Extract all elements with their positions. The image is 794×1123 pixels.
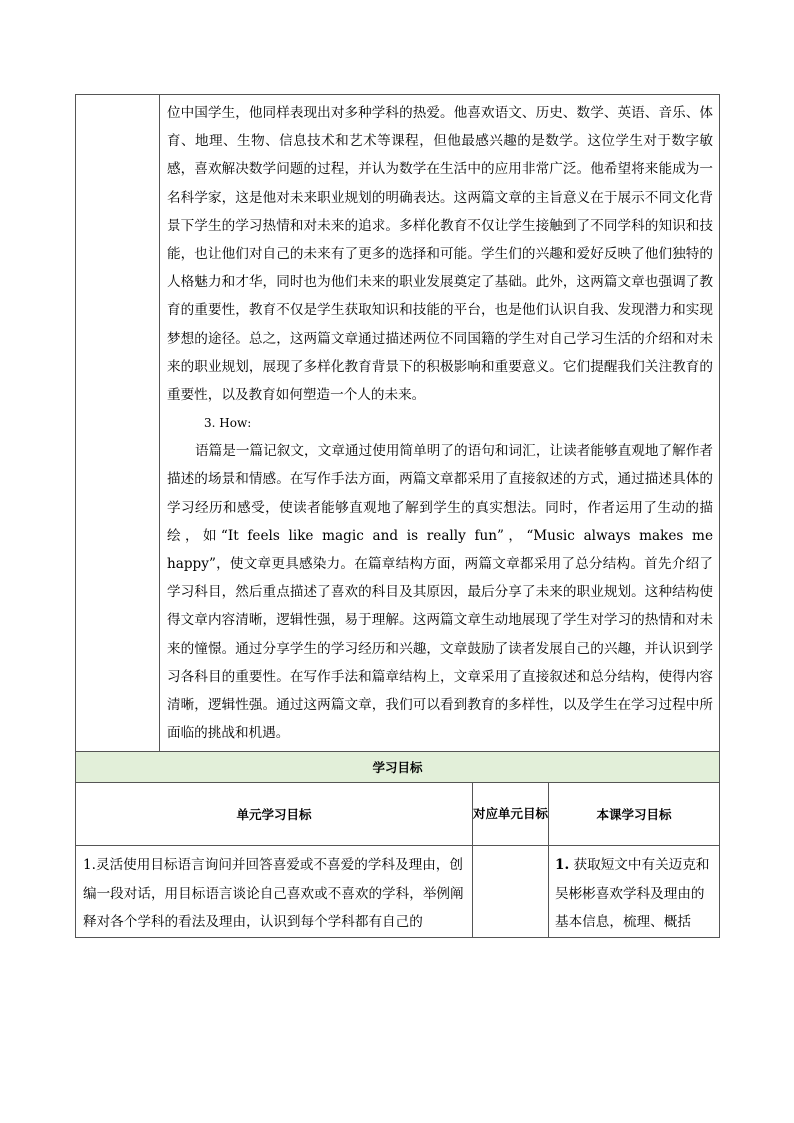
how-paragraph: 语篇是一篇记叙文，文章通过使用简单明了的语句和词汇，让读者能够直观地了解作者描述的场景和情感。在写作手法方面，两篇文章都采用了直接叙述的方式，通过描述具体的学习经历和感受，使读者能够直观地了解到学生的真实想法。同时，作者运用了生动的描绘，如“It feels like magic and is really fun”，“Music always makes me happy”，使文章更具感染力。在篇章结构方面，两篇文章都采用了总分结构。首先介绍了学习科目，然后重点描述了喜欢的科目及其原因，最后分享了未来的职业规划。这种结构使得文章内容清晰，逻辑性强，易于理解。这两篇文章生动地展现了学生对学习的热情和对未来的憧憬。通过分享学生的学习经历和兴趣，文章鼓励了读者发展自己的兴趣，并认识到学习各科目的重要性。在写作手法和篇章结构上，文章采用了直接叙述和总分结构，使得内容清晰，逻辑性强。通过这两篇文章，我们可以看到教育的多样性，以及学生在学习过程中所面临的挑战和机遇。: [167, 443, 713, 742]
lesson-goal-1: [549, 846, 720, 938]
how-heading: 3. How:: [204, 416, 252, 431]
analysis-text-cell: [160, 95, 720, 752]
why-continuation-paragraph: 位中国学生，他同样表现出对多种学科的热爱。他喜欢语文、历史、数学、英语、音乐、体育、地理、生物、信息技术和艺术等课程，但他最感兴趣的是数学。这位学生对于数字敏感，喜欢解决数学问题的过程，并认为数学在生活中的应用非常广泛。他希望将来能成为一名科学家，这是他对未来职业规划的明确表达。这两篇文章的主旨意义在于展示不同文化背景下学生的学习热情和对未来的追求。多样化教育不仅让学生接触到了不同学科的知识和技能，也让他们对自己的未来有了更多的选择和可能。学生们的兴趣和爱好反映了他们独特的人格魅力和才华，同时也为他们未来的职业发展奠定了基础。此外，这两篇文章也强调了教育的重要性，教育不仅是学生获取知识和技能的平台，也是他们认识自我、发现潜力和实现梦想的途径。总之，这两篇文章通过描述两位不同国籍的学生对自己学习生活的介绍和对未来的职业规划，展现了多样化教育背景下的积极影响和重要意义。它们提醒我们关注教育的重要性，以及教育如何塑造一个人的未来。: [167, 105, 713, 404]
section-banner-row: [76, 752, 720, 783]
corresponding-goal-cell: [473, 846, 549, 938]
lesson-goal-1-number: 1.: [555, 857, 570, 874]
analysis-label-cell: [76, 95, 160, 752]
lesson-plan-table: [75, 94, 720, 938]
section-title: 学习目标: [76, 752, 720, 783]
corresponding-goal-header: 对应单元目标: [473, 783, 549, 846]
unit-goals-header: 单元学习目标: [76, 783, 473, 846]
goals-header-row: [76, 783, 720, 846]
goal-row: [76, 846, 720, 938]
unit-goal-1: 1.灵活使用目标语言询问并回答喜爱或不喜爱的学科及理由，创编一段对话，用目标语言谈论自己喜欢或不喜欢的学科，举例阐释对各个学科的看法及理由，认识到每个学科都有自己的: [76, 846, 473, 938]
lesson-goals-header: 本课学习目标: [549, 783, 720, 846]
lesson-goal-1-text: 获取短文中有关迈克和吴彬彬喜欢学科及理由的基本信息，梳理、概括: [555, 857, 710, 931]
analysis-row: [76, 95, 720, 752]
